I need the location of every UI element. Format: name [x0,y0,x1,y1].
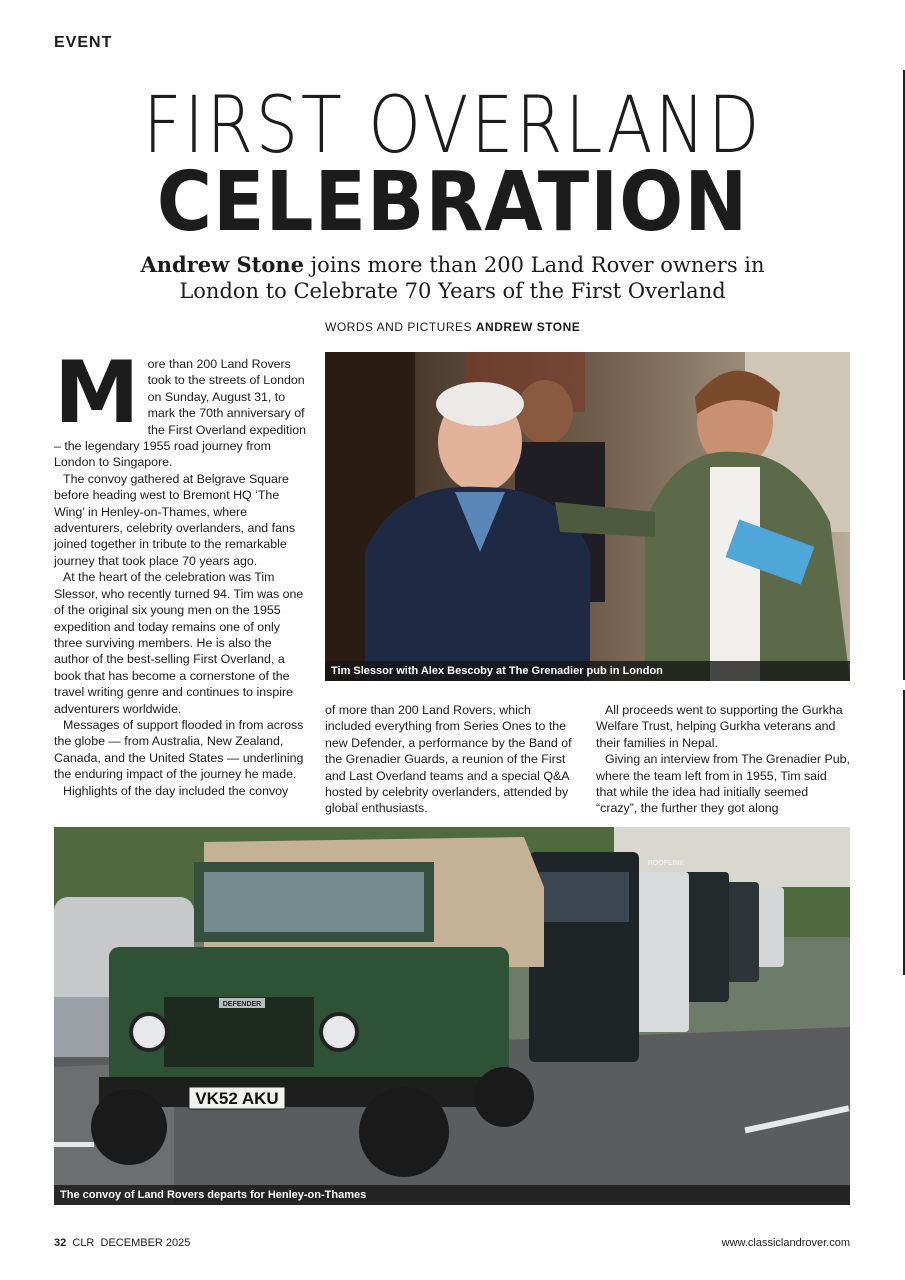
drop-cap: M [54,343,140,443]
standfirst-author: Andrew Stone [140,252,304,277]
column-1 [54,343,307,799]
byline [325,320,580,334]
footer-left [54,1237,190,1249]
section-tag: EVENT [54,34,113,51]
byline-prefix: WORDS AND PICTURES [325,320,476,334]
standfirst-line-2: London to Celebrate 70 Years of the First Overland [179,279,726,303]
paragraph-5: Highlights of the day included the convoy [63,783,289,798]
headline-line-2: CELEBRATION [156,155,749,250]
photo-1-caption: Tim Slessor with Alex Bescoby at The Grenadier pub in London [325,661,850,681]
paragraph-1 [54,343,307,471]
paragraph-1-text: ore than 200 Land Rovers took to the streets of London on Sunday, August 31, to mark the 70th anniversary of the First Overland expedition – the legendary 1955 road journey from London to Singapore. [54,357,306,470]
magazine-name: CLR [72,1237,95,1249]
convoy-photo-illustration [54,827,850,1205]
standfirst-line-1: joins more than 200 Land Rover owners in [304,253,765,277]
paragraph-7: All proceeds went to supporting the Gurkha Welfare Trust, helping Gurkha veterans and their families in Nepal. [596,703,843,750]
column-2 [325,702,580,817]
page-number: 32 [54,1237,67,1249]
standfirst [120,252,785,304]
paragraph-2: The convoy gathered at Belgrave Square before heading west to Bremont HQ ‘The Wing’ in Henley-on-Thames, where adventurers, celebrity overlanders, and fans joined together in tribute to the remarkable journey that took place 70 years ago. [54,471,296,568]
photo-pub [325,352,850,681]
photo-convoy [54,827,850,1205]
footer-website: www.classiclandrover.com [721,1237,850,1249]
paragraph-8: Giving an interview from The Grenadier Pub, where the team left from in 1955, Tim said that while the idea had initially seemed “crazy”, the further they got along [596,752,850,816]
headline-line-1: FIRST OVERLAND [142,81,763,171]
paragraph-4: Messages of support flooded in from across the globe — from Australia, New Zealand, Canada, and the United States — underlining the enduring impact of the journey he made. [54,717,304,782]
number-plate: VK52 AKU [195,1089,279,1108]
photo-2-caption: The convoy of Land Rovers departs for Henley-on-Thames [54,1185,850,1205]
issue-date: DECEMBER 2025 [100,1237,191,1249]
byline-name: ANDREW STONE [475,320,581,334]
defender-badge: DEFENDER [222,1001,262,1008]
pub-photo-illustration [325,352,850,681]
column-3 [596,702,850,817]
roof-rack-label: ROOFLINK [647,860,685,867]
paragraph-6: of more than 200 Land Rovers, which included everything from Series Ones to the new Defender, a performance by the Band of the Grenadier Guards, a reunion of the First and Last Overland teams and a special Q&A hosted by celebrity overlanders, attended by global enthusiasts. [325,703,572,816]
paragraph-3: At the heart of the celebration was Tim Slessor, who recently turned 94. Tim was one of the original six young men on the 1955 expedition and today remains one of only three surviving members. He is also the author of the best-selling First Overland, a book that has become a cornerstone of the travel writing genre and continues to inspire adventurers worldwide. [54,570,304,716]
